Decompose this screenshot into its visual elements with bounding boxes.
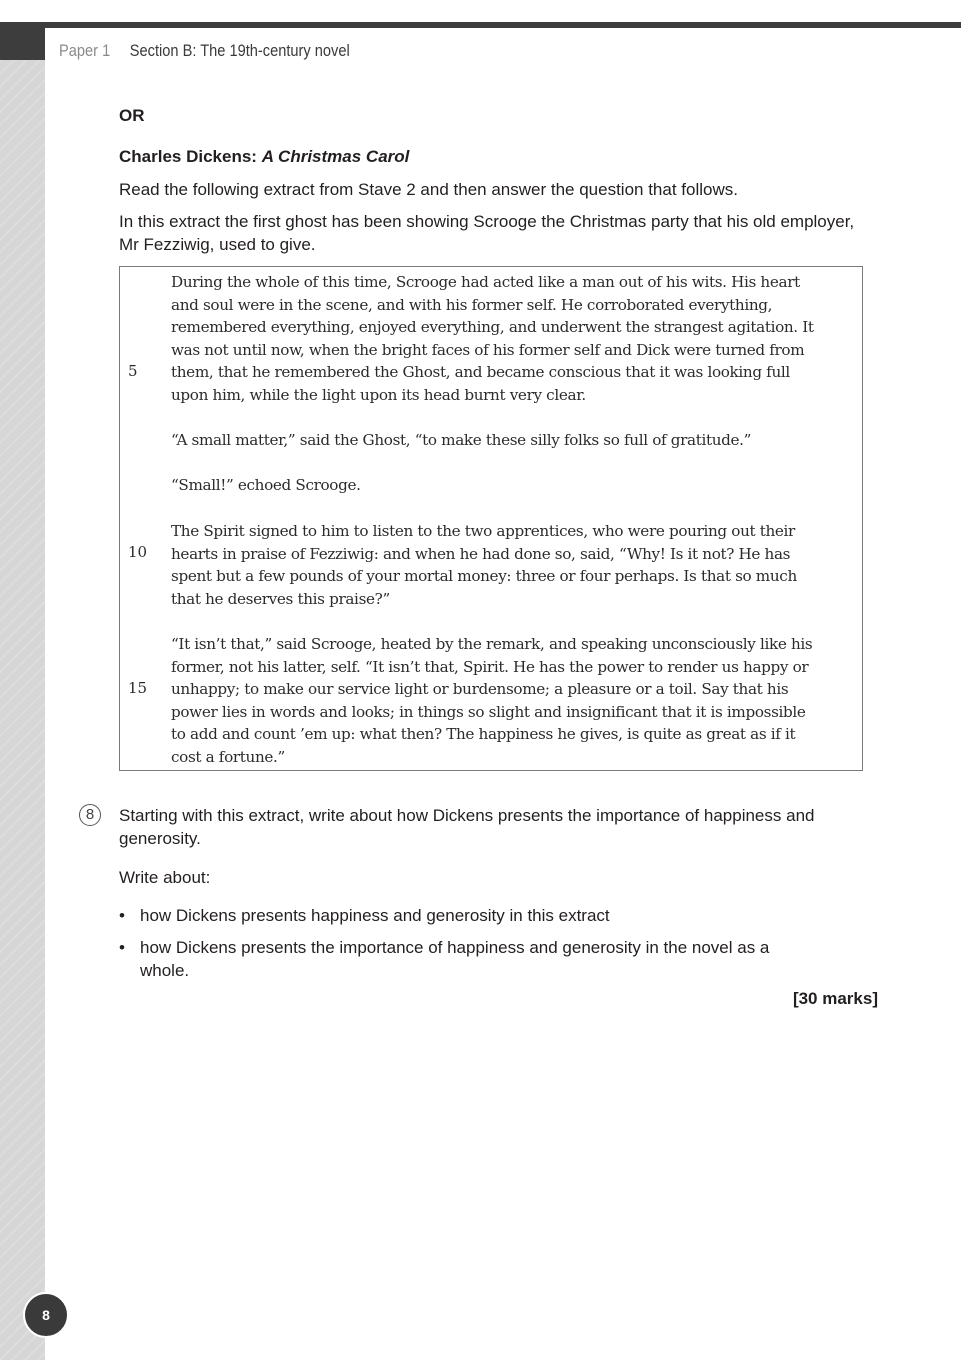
extract-line: “A small matter,” said the Ghost, “to make these silly folks so full of gratitude.” <box>171 431 752 449</box>
extract-line: The Spirit signed to him to listen to the two apprentices, who were pouring out their <box>171 522 795 540</box>
extract-line: former, not his latter, self. “It isn’t that, Spirit. He has the power to render us happy or <box>171 657 809 676</box>
extract-line: “Small!” echoed Scrooge. <box>171 476 361 494</box>
line-number: 10 <box>128 543 148 561</box>
question-number-badge: 8 <box>79 804 101 826</box>
extract-line: to add and count ’em up: what then? The happiness he gives, is quite as great as if it <box>171 725 796 744</box>
paper-label: Paper 1 <box>59 41 111 60</box>
extract-line: cost a fortune.” <box>171 747 285 766</box>
line-number: 15 <box>128 679 148 697</box>
extract-paragraph <box>171 520 861 610</box>
corner-tab <box>0 22 45 60</box>
line-number: 5 <box>128 362 138 380</box>
bullet-list <box>119 904 799 991</box>
bullet-item <box>119 904 799 927</box>
work-title: A Christmas Carol <box>261 147 410 166</box>
extract-box <box>119 266 863 771</box>
bullet-icon: • <box>119 906 125 925</box>
question-text: Starting with this extract, write about how Dickens presents the importance of happiness and generosity. <box>119 806 815 848</box>
extract-line: that he deserves this praise?” <box>171 589 390 608</box>
bullet-text: how Dickens presents the importance of happiness and generosity in the novel as a whole. <box>140 938 770 980</box>
top-rule <box>0 22 961 28</box>
write-about-label: Write about: <box>119 868 211 887</box>
bullet-text: how Dickens presents happiness and generosity in this extract <box>140 906 610 925</box>
page-number-badge: 8 <box>23 1292 69 1338</box>
extract-line: hearts in praise of Fezziwig: and when he had done so, said, “Why! Is it not? He has <box>171 544 791 563</box>
extract-line: and soul were in the scene, and with his former self. He corroborated everything, <box>171 295 773 314</box>
extract-line: upon him, while the light upon its head burnt very clear. <box>171 385 586 404</box>
author-name: Charles Dickens: <box>119 147 262 166</box>
side-margin-strip <box>0 60 45 1360</box>
context-text: In this extract the first ghost has been showing Scrooge the Christmas party that his old employer, Mr Fezziwig, used to give. <box>119 212 855 254</box>
extract-paragraph <box>171 633 861 769</box>
extract-paragraph <box>171 474 861 497</box>
marks-label: [30 marks] <box>792 989 878 1008</box>
extract-line: them, that he remembered the Ghost, and became conscious that it was looking full <box>171 363 790 382</box>
extract-line: unhappy; to make our service light or burdensome; a pleasure or a toil. Say that his <box>171 680 789 699</box>
extract-line: remembered everything, enjoyed everything, and underwent the strangest agitation. It <box>171 318 814 337</box>
bullet-item <box>119 936 799 982</box>
bullet-icon: • <box>119 938 125 957</box>
section-label: Section B: The 19th-century novel <box>129 41 350 60</box>
extract-paragraph <box>171 429 861 452</box>
extract-line: power lies in words and looks; in things so slight and insignificant that it is impossible <box>171 702 806 721</box>
extract-line: During the whole of this time, Scrooge had acted like a man out of his wits. His heart <box>171 273 800 291</box>
instruction-text: Read the following extract from Stave 2 and then answer the question that follows. <box>119 180 738 199</box>
text-title <box>119 147 409 167</box>
or-label: OR <box>119 106 145 125</box>
extract-line: “It isn’t that,” said Scrooge, heated by the remark, and speaking unconsciously like his <box>171 635 813 653</box>
extract-line: spent but a few pounds of your mortal money: three or four perhaps. Is that so much <box>171 567 797 586</box>
extract-paragraph <box>171 271 861 407</box>
extract-line: was not until now, when the bright faces of his former self and Dick were turned from <box>171 340 805 359</box>
running-header <box>59 41 350 61</box>
